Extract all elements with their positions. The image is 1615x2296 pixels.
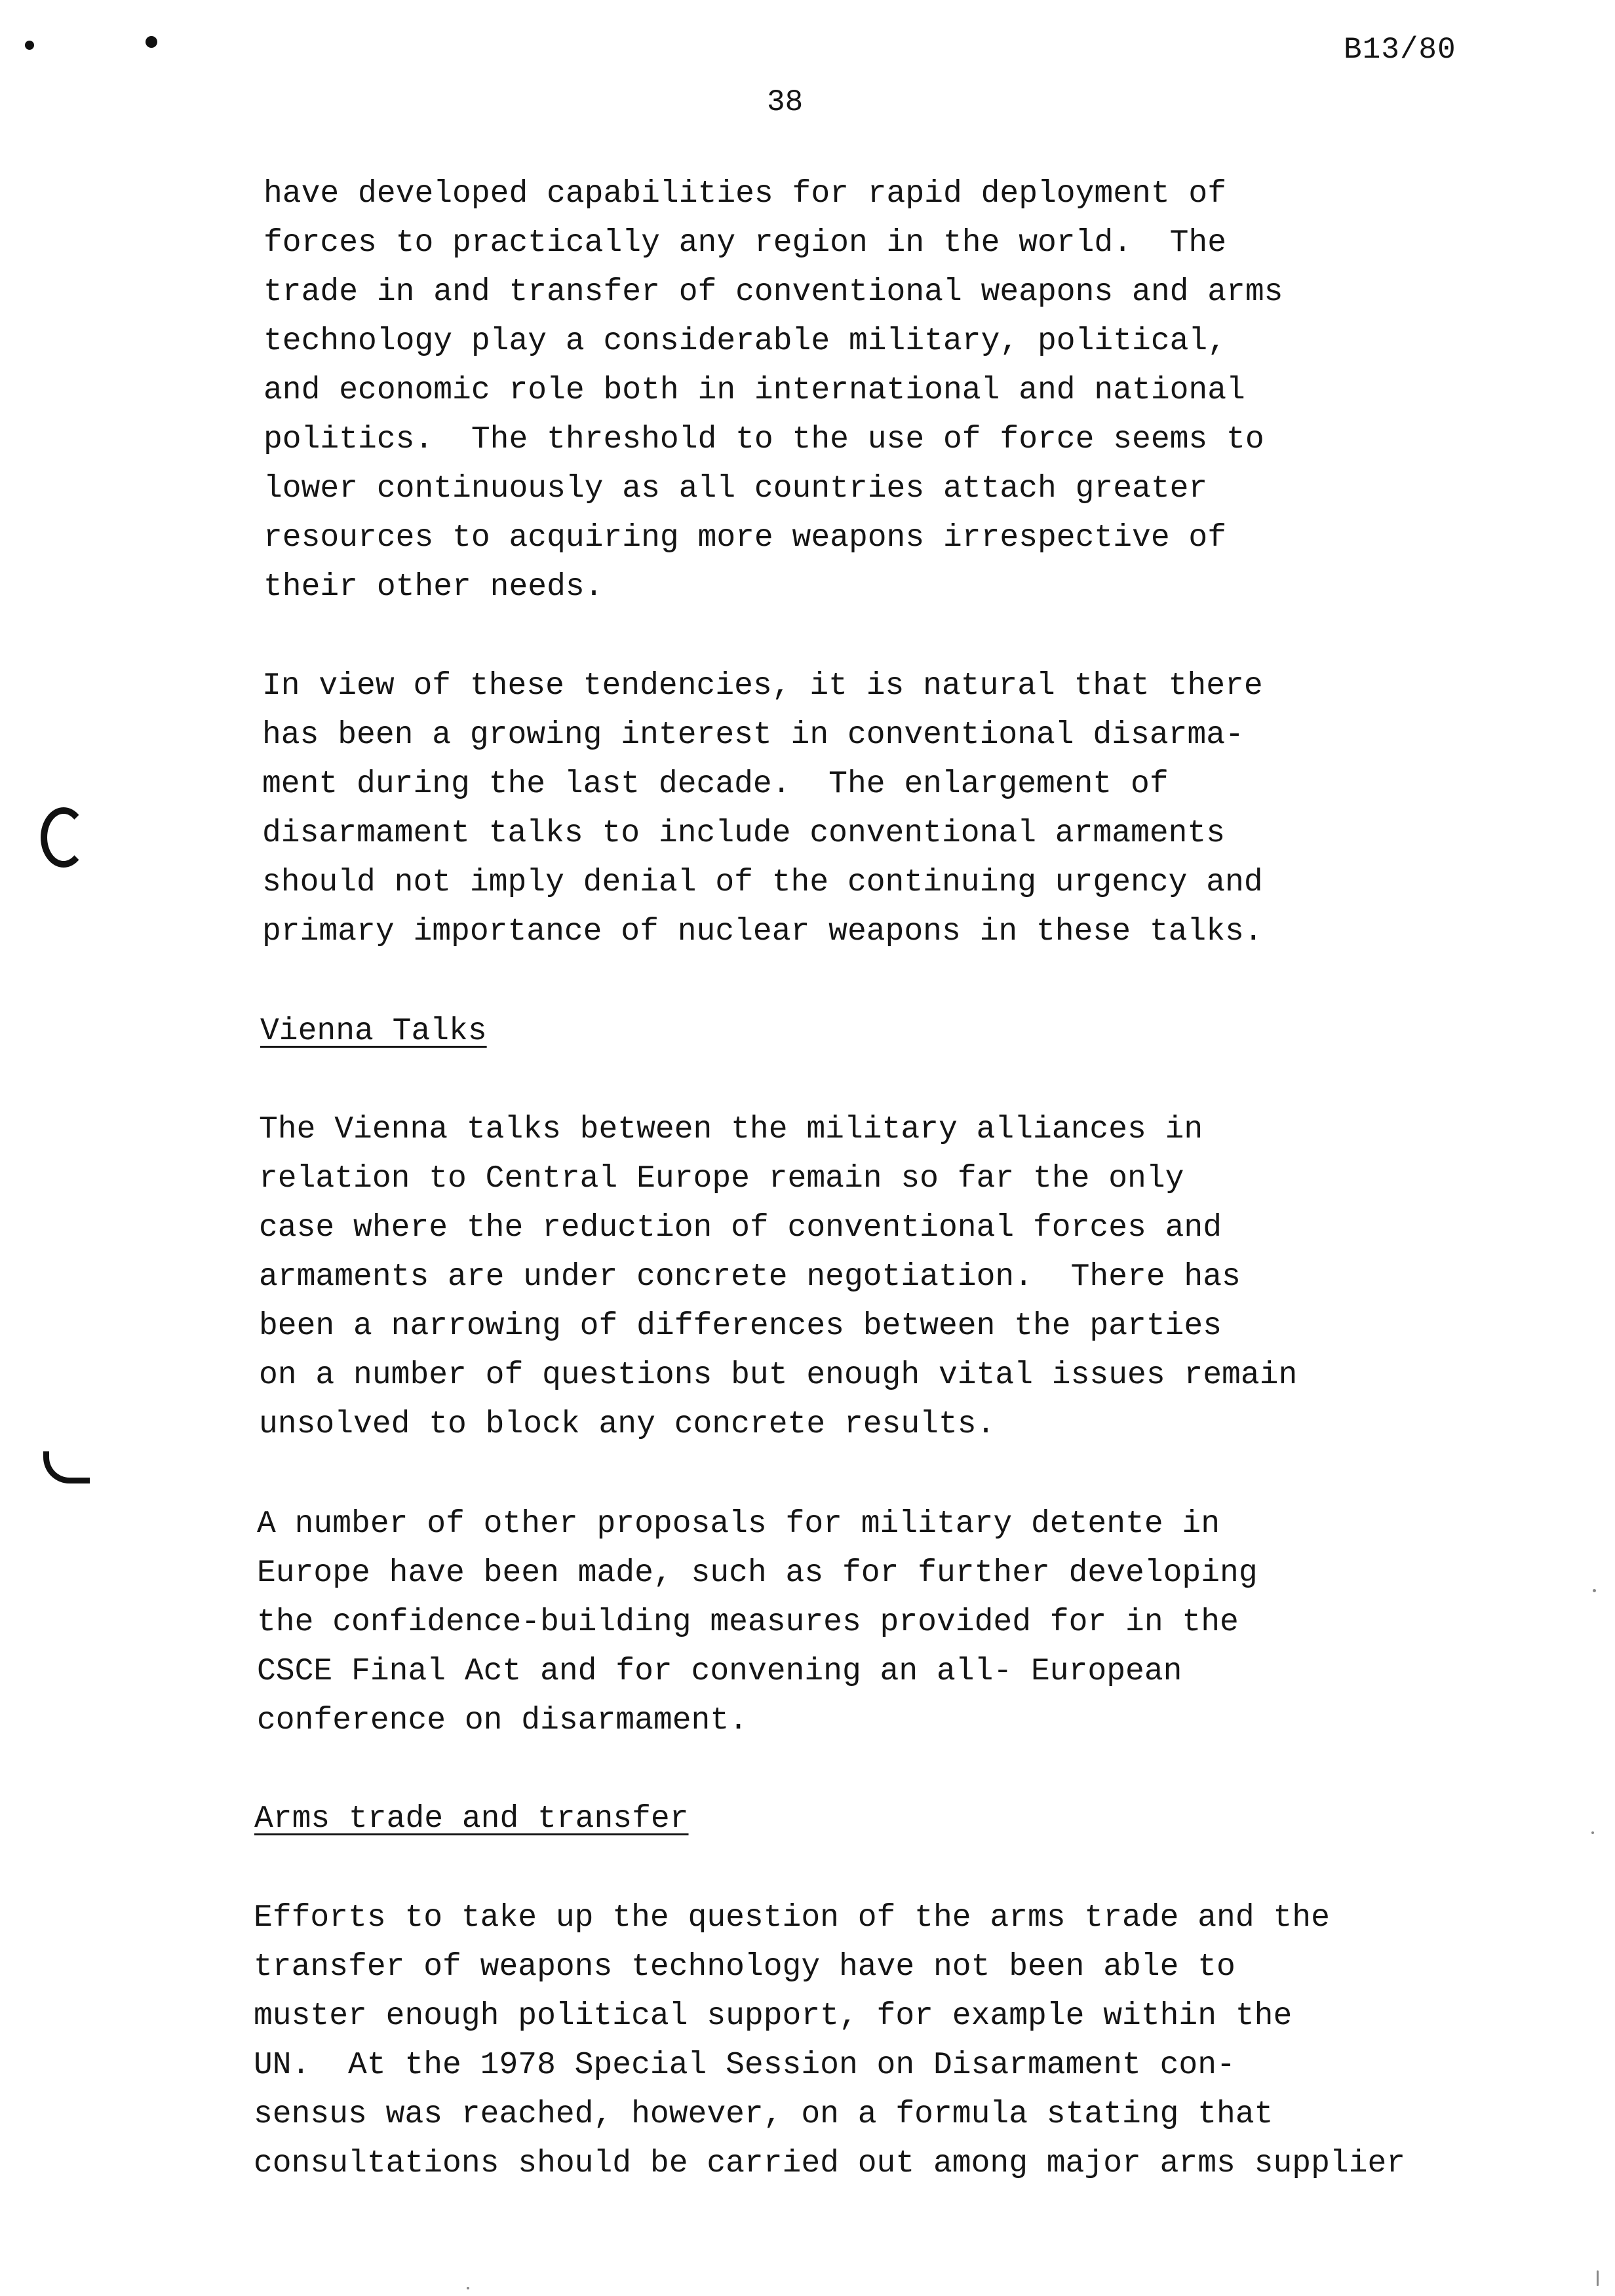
text-line: technology play a considerable military, political, <box>263 324 1227 359</box>
text-line: should not imply denial of the continuing urgency and <box>262 865 1263 900</box>
text-line: armaments are under concrete negotiation. There has <box>259 1259 1241 1295</box>
text-line: In view of these tendencies, it is natural that there <box>262 668 1263 704</box>
text-line: disarmament talks to include conventional armaments <box>262 816 1226 851</box>
text-line: been a narrowing of differences between the parties <box>259 1309 1222 1344</box>
text-line: primary importance of nuclear weapons in these talks. <box>262 914 1263 949</box>
text-line: have developed capabilities for rapid deployment of <box>263 176 1227 212</box>
text-line: relation to Central Europe remain so far the only <box>259 1161 1184 1196</box>
text-line: conference on disarmament. <box>257 1703 748 1738</box>
text-line: lower continuously as all countries attach greater <box>263 471 1208 507</box>
text-line: unsolved to block any concrete results. <box>259 1407 996 1442</box>
text-line: trade in and transfer of conventional weapons and arms <box>263 275 1283 310</box>
scan-speck <box>1591 1831 1594 1834</box>
section-heading-vienna-talks: Vienna Talks <box>260 1014 487 1049</box>
punch-mark-dot <box>25 41 34 50</box>
text-line: Europe have been made, such as for further developing <box>257 1556 1258 1591</box>
text-line: Efforts to take up the question of the arms trade and the <box>254 1900 1330 1936</box>
text-line: their other needs. <box>263 569 604 605</box>
text-line: muster enough political support, for example within the <box>254 1999 1293 2034</box>
text-line: the confidence-building measures provided for in the <box>257 1605 1239 1640</box>
scan-speck <box>467 2287 469 2289</box>
binding-mark <box>43 1451 90 1483</box>
text-line: on a number of questions but enough vital issues remain <box>259 1358 1298 1393</box>
scan-speck <box>1593 1589 1596 1592</box>
text-line: has been a growing interest in conventional disarma- <box>262 718 1244 753</box>
scan-speck <box>1597 2270 1599 2286</box>
punch-mark-dot <box>146 36 157 48</box>
text-line: case where the reduction of conventional forces and <box>259 1210 1222 1246</box>
text-line: and economic role both in international and national <box>263 373 1245 408</box>
binding-mark <box>41 807 87 868</box>
text-line: forces to practically any region in the world. The <box>263 225 1227 261</box>
page-number: 38 <box>767 85 804 119</box>
text-line: resources to acquiring more weapons irrespective of <box>263 520 1227 556</box>
text-line: sensus was reached, however, on a formula stating that <box>254 2097 1274 2132</box>
text-line: politics. The threshold to the use of force seems to <box>263 422 1264 457</box>
text-line: transfer of weapons technology have not been able to <box>254 1949 1236 1985</box>
text-line: A number of other proposals for military detente in <box>257 1506 1220 1542</box>
text-line: CSCE Final Act and for convening an all- European <box>257 1654 1182 1689</box>
document-reference: B13/80 <box>1344 33 1456 67</box>
text-line: The Vienna talks between the military alliances in <box>259 1112 1203 1147</box>
text-line: consultations should be carried out among major arms supplier <box>254 2146 1406 2181</box>
text-line: UN. At the 1978 Special Session on Disarmament con- <box>254 2048 1236 2083</box>
text-line: ment during the last decade. The enlargement of <box>262 767 1169 802</box>
section-heading-arms-trade: Arms trade and transfer <box>254 1801 689 1837</box>
